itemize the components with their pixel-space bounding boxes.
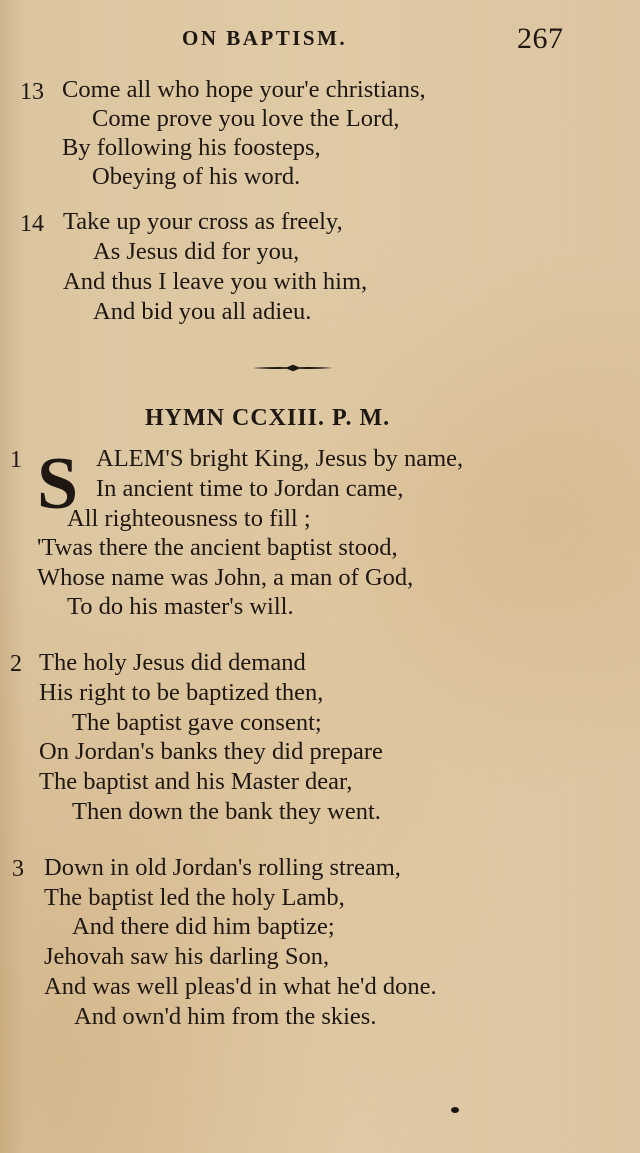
verse-number: 1 bbox=[10, 447, 22, 473]
verse-line: The baptist led the holy Lamb, bbox=[44, 884, 345, 911]
page-number: 267 bbox=[517, 22, 564, 55]
verse-line: As Jesus did for you, bbox=[93, 238, 300, 265]
verse-line: By following his foosteps, bbox=[62, 134, 321, 161]
verse-line: Whose name was John, a man of God, bbox=[37, 564, 414, 591]
verse-line: And was well pleas'd in what he'd done. bbox=[44, 973, 437, 1000]
verse-line: Then down the bank they went. bbox=[72, 798, 381, 825]
verse-line: In ancient time to Jordan came, bbox=[96, 475, 404, 502]
verse-line: Down in old Jordan's rolling stream, bbox=[44, 854, 401, 881]
verse-line: Obeying of his word. bbox=[92, 163, 301, 190]
verse-line: ALEM'S bright King, Jesus by name, bbox=[96, 445, 464, 472]
verse-line: To do his master's will. bbox=[67, 593, 294, 620]
verse-line: And there did him baptize; bbox=[72, 913, 335, 940]
verse-line: Jehovah saw his darling Son, bbox=[44, 943, 330, 970]
verse-number: 13 bbox=[20, 79, 44, 105]
verse-line: And bid you all adieu. bbox=[93, 298, 312, 325]
verse-line: The holy Jesus did demand bbox=[39, 649, 306, 676]
verse-line: The baptist gave consent; bbox=[72, 709, 322, 736]
drop-cap: S bbox=[37, 443, 79, 525]
verse-line: And own'd him from the skies. bbox=[74, 1003, 377, 1030]
running-head: ON BAPTISM. bbox=[182, 26, 348, 50]
verse-line: And thus I leave you with him, bbox=[63, 268, 368, 295]
ink-spot bbox=[451, 1107, 459, 1113]
verse-line: Come prove you love the Lord, bbox=[92, 105, 400, 132]
verse-line: All righteousness to fill ; bbox=[67, 505, 311, 532]
verse-line: His right to be baptized then, bbox=[39, 679, 324, 706]
verse-number: 2 bbox=[10, 651, 22, 677]
verse-number: 14 bbox=[20, 211, 44, 237]
ornament-rule-icon bbox=[253, 364, 333, 372]
hymn-title: HYMN CCXIII. P. M. bbox=[145, 405, 391, 431]
verse-line: Come all who hope your'e christians, bbox=[62, 76, 426, 103]
verse-line: The baptist and his Master dear, bbox=[39, 768, 353, 795]
verse-line: On Jordan's banks they did prepare bbox=[39, 738, 383, 765]
verse-number: 3 bbox=[12, 856, 24, 882]
verse-line: Take up your cross as freely, bbox=[63, 208, 343, 235]
verse-line: 'Twas there the ancient baptist stood, bbox=[37, 534, 398, 561]
